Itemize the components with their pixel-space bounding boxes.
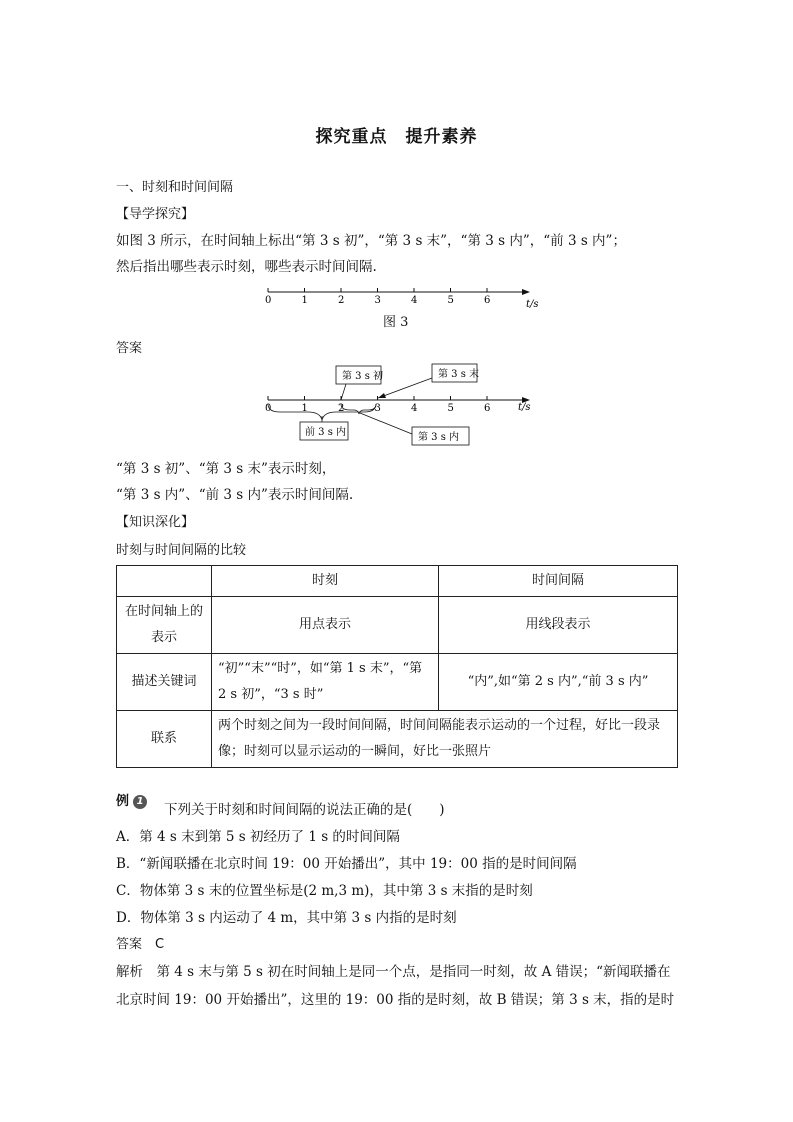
box-within-3rd-second-label: 第 3 s 内 — [418, 432, 460, 443]
answer-text-line-2: “第 3 s 内”、“前 3 s 内”表示时间间隔. — [116, 487, 354, 503]
table-row — [117, 711, 678, 768]
answer-axis-tick-label: 2 — [338, 403, 345, 414]
axis-unit-label: t/s — [526, 299, 539, 310]
table-header-row — [117, 566, 678, 597]
brace-3rd-second — [341, 404, 376, 414]
example-number-badge: 1 — [133, 795, 147, 809]
table-row — [117, 597, 678, 654]
pointer-within-3 — [360, 413, 412, 434]
analysis-line-1: 解析 第 4 s 末与第 5 s 初在时间轴上是同一个点，是指同一时刻，故 A 错误；“新闻联播在 — [116, 964, 671, 980]
analysis-line-2: 北京时间 19：00 开始播出”，这里的 19：00 指的是时刻，故 B 错误；第 3 s 末，指的是时 — [116, 992, 675, 1008]
table-cell: 描述关键词 — [117, 654, 212, 711]
answer-axis-tick-label: 3 — [374, 403, 381, 414]
guide-label: 【导学探究】 — [116, 207, 195, 222]
answer-axis-tick-label: 1 — [301, 403, 308, 414]
box-end-of-3rd-second-label: 第 3 s 末 — [438, 369, 480, 380]
table-cell: “内”,如“第 2 s 内”,“前 3 s 内” — [439, 654, 678, 711]
table-cell: 联系 — [117, 711, 212, 768]
answer-axis-tick-label: 6 — [484, 403, 491, 414]
answer-text-line-1: “第 3 s 初”、“第 3 s 末”表示时刻， — [116, 461, 336, 477]
answer-axis-unit: t/s — [518, 402, 531, 413]
answer-label: 答案 — [116, 341, 143, 356]
table-header-cell: 时间间隔 — [439, 566, 678, 597]
axis-arrow — [522, 289, 530, 295]
example-label: 例 — [116, 794, 130, 809]
answer-axis-tick-label: 5 — [447, 403, 454, 414]
table-cell: 用线段表示 — [439, 597, 678, 654]
page-title: 探究重点 提升素养 — [315, 127, 478, 147]
option-b: B．“新闻联播在北京时间 19：00 开始播出”，其中 19：00 指的是时间间隔 — [116, 856, 577, 872]
guide-text-line-2: 然后指出哪些表示时刻，哪些表示时间间隔. — [116, 259, 377, 275]
box-start-of-3rd-second-label: 第 3 s 初 — [342, 371, 384, 382]
fig3-axis-tick-label: 1 — [301, 295, 308, 306]
table-row — [117, 654, 678, 711]
answer-axis-tick-label: 4 — [411, 403, 418, 414]
fig3-axis-tick-label: 4 — [411, 295, 418, 306]
deepen-label: 【知识深化】 — [116, 515, 195, 530]
box-first-3-seconds-label: 前 3 s 内 — [305, 427, 347, 438]
answer-axis-figure — [250, 360, 550, 450]
table-header-cell — [117, 566, 212, 597]
table-cell: 用点表示 — [212, 597, 439, 654]
section-heading: 一、时刻和时间间隔 — [116, 180, 234, 195]
comparison-table — [116, 565, 678, 768]
example-label-row — [116, 790, 147, 809]
table-cell: 两个时刻之间为一段时间间隔，时间间隔能表示运动的一个过程，好比一段录像；时刻可以显示运动的一瞬间，好比一张照片 — [212, 711, 678, 768]
example-question: 下列关于时刻和时间间隔的说法正确的是( ) — [164, 802, 445, 818]
example-answer: 答案 C — [116, 937, 165, 952]
fig3-axis-tick-label: 6 — [484, 295, 491, 306]
pointer-end-3-arrowhead — [378, 393, 386, 398]
fig3-axis-tick-label: 3 — [374, 295, 381, 306]
answer-axis-tick-label: 0 — [265, 403, 272, 414]
option-d: D．物体第 3 s 内运动了 4 m，其中第 3 s 内指的是时刻 — [116, 910, 457, 926]
pointer-end-3 — [378, 378, 432, 398]
fig3-axis-tick-label: 2 — [338, 295, 345, 306]
figure-caption: 图 3 — [383, 315, 409, 330]
option-c: C．物体第 3 s 末的位置坐标是(2 m,3 m)，其中第 3 s 末指的是时刻 — [116, 883, 533, 899]
time-axis-figure — [250, 280, 540, 310]
fig3-axis-tick-label: 5 — [447, 295, 454, 306]
compare-title: 时刻与时间间隔的比较 — [116, 543, 247, 558]
guide-text-line-1: 如图 3 所示，在时间轴上标出“第 3 s 初”，“第 3 s 末”，“第 3 s 内”，“前 3 s 内”； — [116, 233, 626, 249]
fig3-axis-tick-label: 0 — [265, 295, 272, 306]
table-cell: 在时间轴上的表示 — [117, 597, 212, 654]
table-header-cell: 时刻 — [212, 566, 439, 597]
option-a: A．第 4 s 末到第 5 s 初经历了 1 s 的时间间隔 — [116, 829, 400, 845]
pointer-start-3 — [341, 384, 346, 400]
table-cell: “初”“末”“时”，如“第 1 s 末”，“第 2 s 初”，“3 s 时” — [212, 654, 439, 711]
